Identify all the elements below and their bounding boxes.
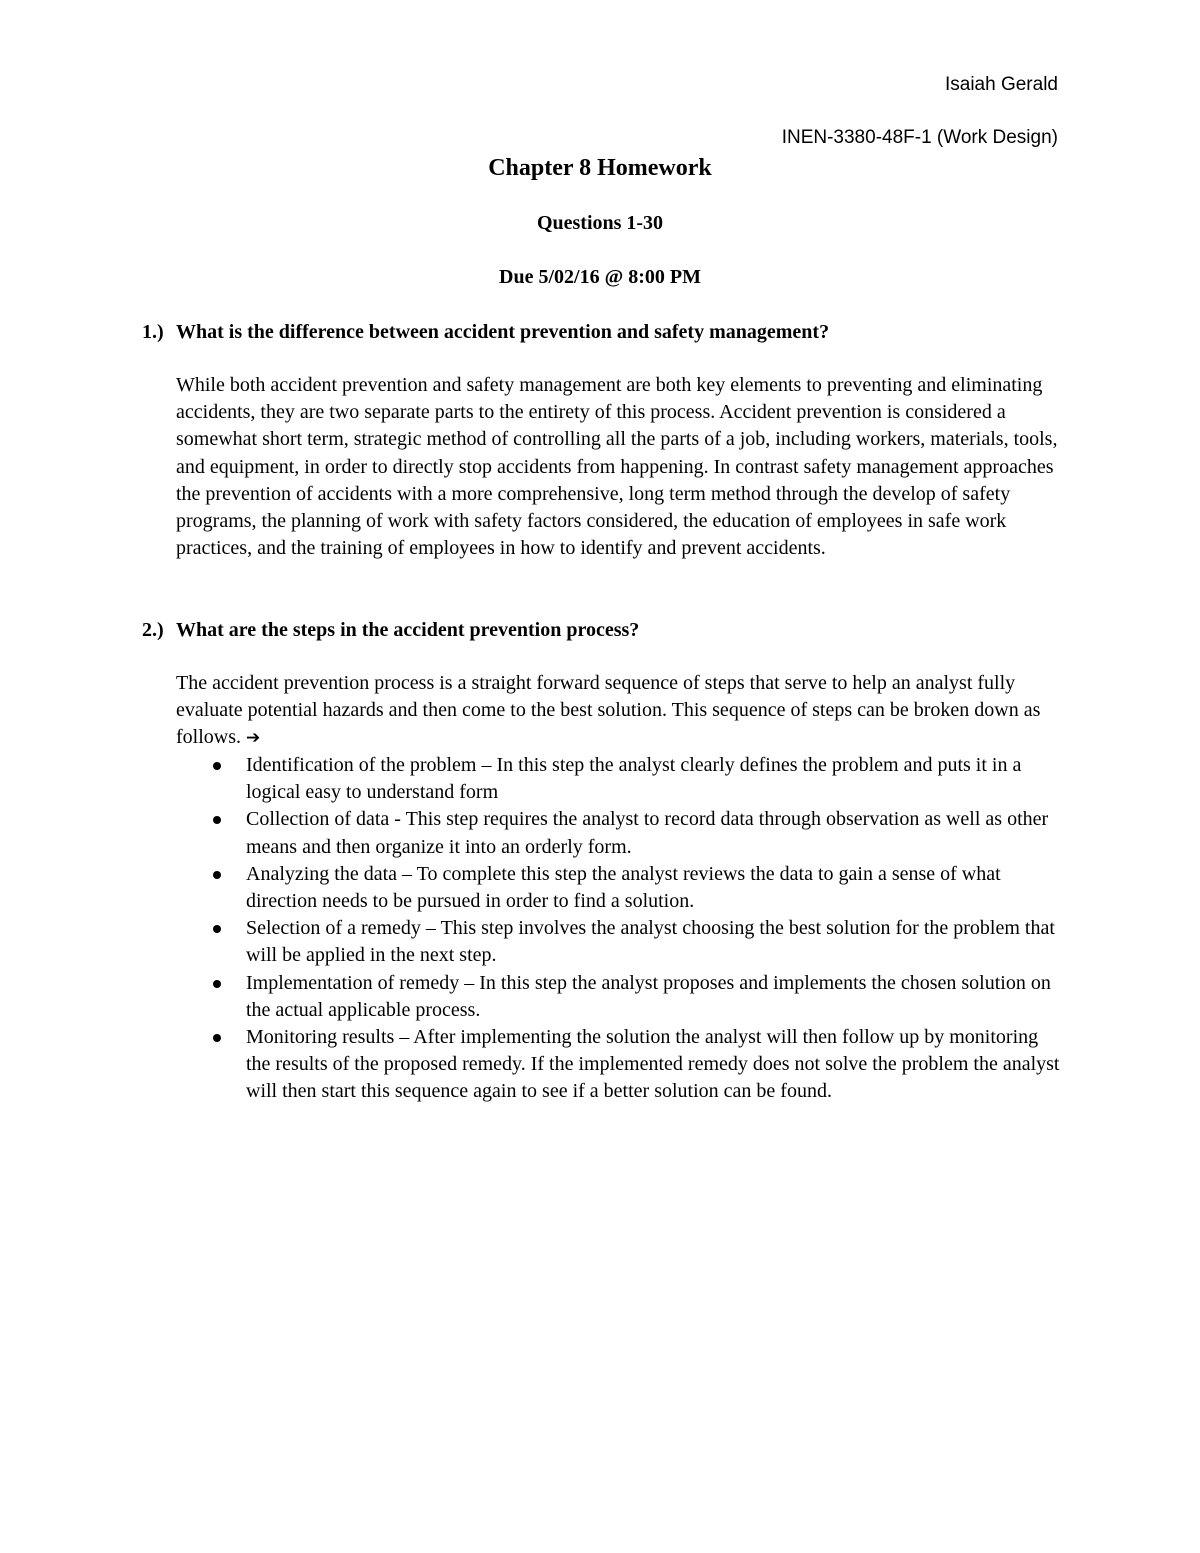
due-date: Due 5/02/16 @ 8:00 PM (499, 266, 701, 288)
list-item (176, 1024, 1066, 1106)
course-name: INEN-3380-48F-1 (Work Design) (781, 127, 1058, 148)
question-number: 1.) (142, 321, 164, 343)
step-text: Selection of a remedy – This step involves the analyst choosing the best solution for the problem that will be applied in the next step. (246, 917, 1055, 967)
question-1 (142, 319, 829, 346)
bullet-icon (213, 871, 221, 879)
question-number: 2.) (142, 619, 164, 641)
list-item (176, 752, 1066, 806)
right-arrow-icon: ➔ (246, 728, 261, 749)
bullet-icon (213, 762, 221, 770)
step-text: Collection of data - This step requires the analyst to record data through observation as well as other means and then organize it into an orderly form. (246, 808, 1049, 858)
document-title: Chapter 8 Homework (488, 155, 712, 181)
bullet-icon (213, 925, 221, 933)
answer-text: The accident prevention process is a straight forward sequence of steps that serve to help an analyst fully evaluate potential hazards and then come to the best solution. This sequence of steps can be broken down as follows. (176, 672, 1041, 749)
bullet-icon (213, 816, 221, 824)
bullet-icon (213, 1034, 221, 1042)
list-item (176, 806, 1066, 860)
bullet-icon (213, 980, 221, 988)
question-2 (142, 617, 639, 644)
list-item (176, 915, 1066, 969)
step-text: Monitoring results – After implementing the solution the analyst will then follow up by monitoring the results of the proposed remedy. If the implemented remedy does not solve the problem the analyst will then start this sequence again to see if a better solution can be found. (246, 1026, 1060, 1103)
step-text: Analyzing the data – To complete this step the analyst reviews the data to gain a sense of what direction needs to be pursued in order to find a solution. (246, 862, 1001, 913)
answer-2 (176, 670, 1066, 753)
question-text: What are the steps in the accident prevention process? (176, 619, 640, 641)
list-item (176, 861, 1066, 915)
steps-list (176, 752, 1066, 1106)
list-item (176, 970, 1066, 1024)
step-text: Identification of the problem – In this step the analyst clearly defines the problem and puts it in a logical easy to understand form (246, 754, 1022, 804)
document-subtitle: Questions 1-30 (536, 212, 664, 234)
question-text: What is the difference between accident prevention and safety management? (176, 321, 830, 343)
author-name: Isaiah Gerald (944, 74, 1058, 95)
answer-1: While both accident prevention and safety management are both key elements to preventing and eliminating accidents, they are two separate parts to the entirety of this process. Accident prevention is considered a somewhat short term, strategic method of controlling all the parts of a job, including workers, materials, tools, and equipment, in order to directly stop accidents from happening. In contrast safety management approaches the prevention of accidents with a more comprehensive, long term method through the develop of safety programs, the planning of work with safety factors considered, the education of employees in safe work practices, and the training of employees in how to identify and prevent accidents. (176, 374, 1058, 560)
step-text: Implementation of remedy – In this step the analyst proposes and implements the chosen solution on the actual applicable process. (246, 971, 1051, 1021)
